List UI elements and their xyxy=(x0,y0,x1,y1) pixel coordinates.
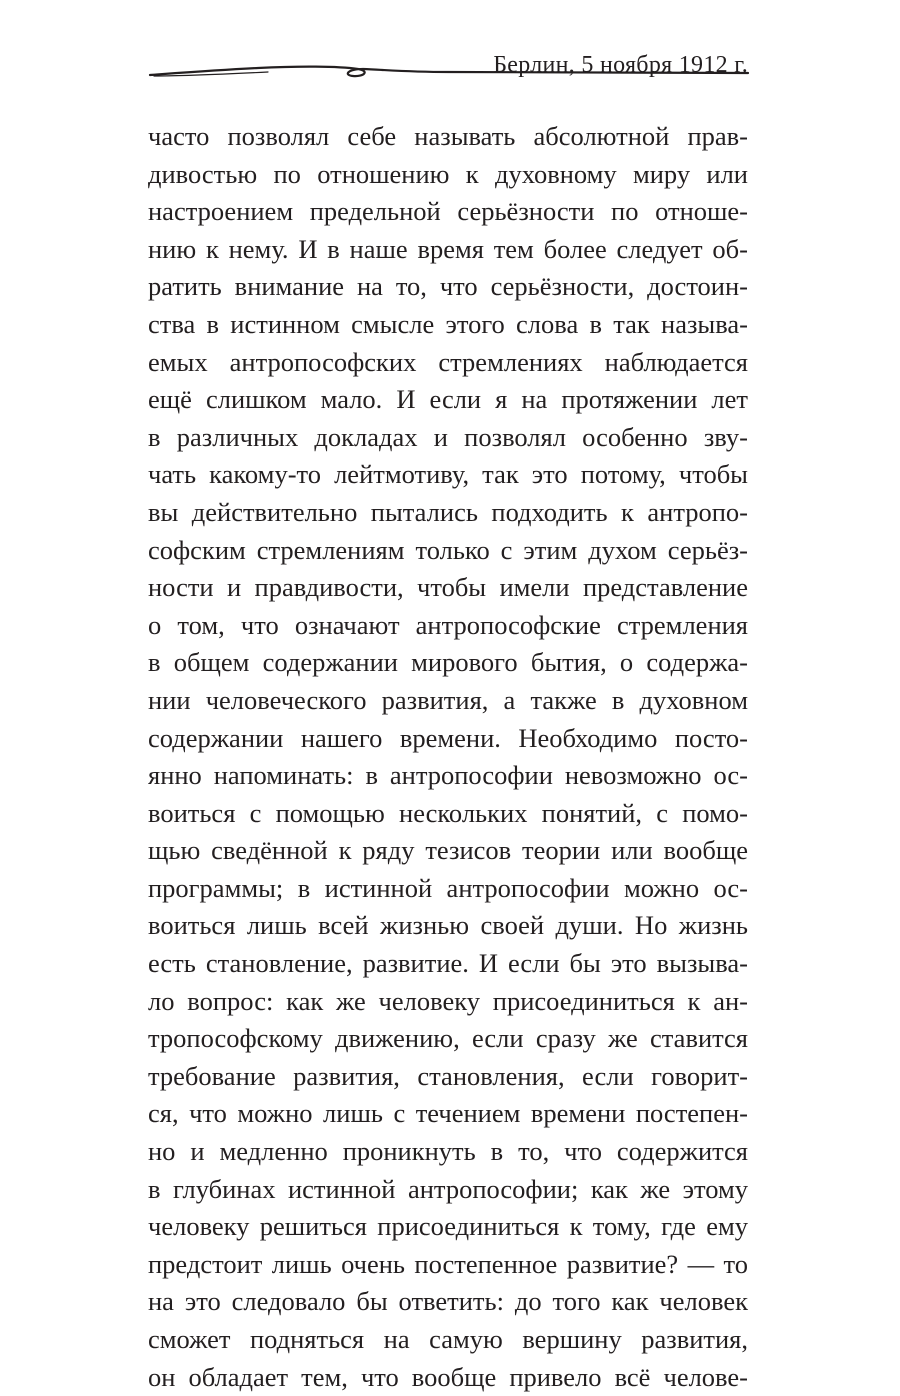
text-line: предстоит лишь очень постепенное развитие? — то xyxy=(148,1248,748,1279)
text-line: на это следовало бы ответить: до того как человек xyxy=(148,1286,748,1317)
text-line: часто позволял себе называть абсолютной прав- xyxy=(148,121,748,151)
text-line: ратить внимание на то, что серьёзности, достоин- xyxy=(148,271,748,302)
text-line: воиться с помощью нескольких понятий, с помо- xyxy=(148,797,748,828)
text-line: емых антропософских стремлениях наблюдается xyxy=(148,346,748,377)
text-line: ся, что можно лишь с течением времени постепен- xyxy=(148,1098,748,1129)
body-text xyxy=(148,118,748,1396)
text-line: он обладает тем, что вообще привело всё челове- xyxy=(148,1361,748,1392)
text-line: нии человеческого развития, а также в духовном xyxy=(148,684,748,715)
text-line: содержании нашего времени. Необходимо посто- xyxy=(148,722,748,753)
text-line: в различных докладах и позволял особенно зву- xyxy=(148,421,748,452)
text-line: в глубинах истинной антропософии; как же этому xyxy=(148,1173,748,1204)
text-line: программы; в истинной антропософии можно ос- xyxy=(148,872,748,903)
text-line: дивостью по отношению к духовному миру или xyxy=(148,158,748,189)
text-line: но и медленно проникнуть в то, что содержится xyxy=(148,1136,748,1167)
text-line: о том, что означают антропософские стремления xyxy=(148,609,748,640)
text-line: есть становление, развитие. И если бы это вызыва- xyxy=(148,948,748,979)
text-line: щью сведённой к ряду тезисов теории или вообще xyxy=(148,835,748,866)
text-line: сможет подняться на самую вершину развития, xyxy=(148,1324,748,1354)
text-line: вы действительно пытались подходить к антропо- xyxy=(148,496,748,527)
running-title: Берлин, 5 ноября 1912 г. xyxy=(493,52,748,78)
text-line: настроением предельной серьёзности по отноше- xyxy=(148,196,748,227)
text-line: ло вопрос: как же человеку присоединиться к ан- xyxy=(148,985,748,1016)
text-line: ства в истинном смысле этого слова в так называ- xyxy=(148,308,748,339)
text-line: ности и правдивости, чтобы имели представление xyxy=(148,572,748,603)
text-line: воиться лишь всей жизнью своей души. Но жизнь xyxy=(148,910,748,941)
text-line: нию к нему. И в наше время тем более следует об- xyxy=(148,233,748,264)
text-line: в общем содержании мирового бытия, о содержа- xyxy=(148,647,748,678)
text-line: человеку решиться присоединиться к тому, где ему xyxy=(148,1211,748,1242)
text-line: чать какому-то лейтмотиву, так это потому, чтобы xyxy=(148,459,748,490)
text-line: требование развития, становления, если говорит- xyxy=(148,1060,748,1091)
text-line: софским стремлениям только с этим духом серьёз- xyxy=(148,534,748,565)
text-line: янно напоминать: в антропософии невозможно ос- xyxy=(148,760,748,791)
header-flourish-rule xyxy=(148,60,752,94)
text-line: ещё слишком мало. И если я на протяжении лет xyxy=(148,384,748,415)
text-line: тропософскому движению, если сразу же ставится xyxy=(148,1023,748,1054)
